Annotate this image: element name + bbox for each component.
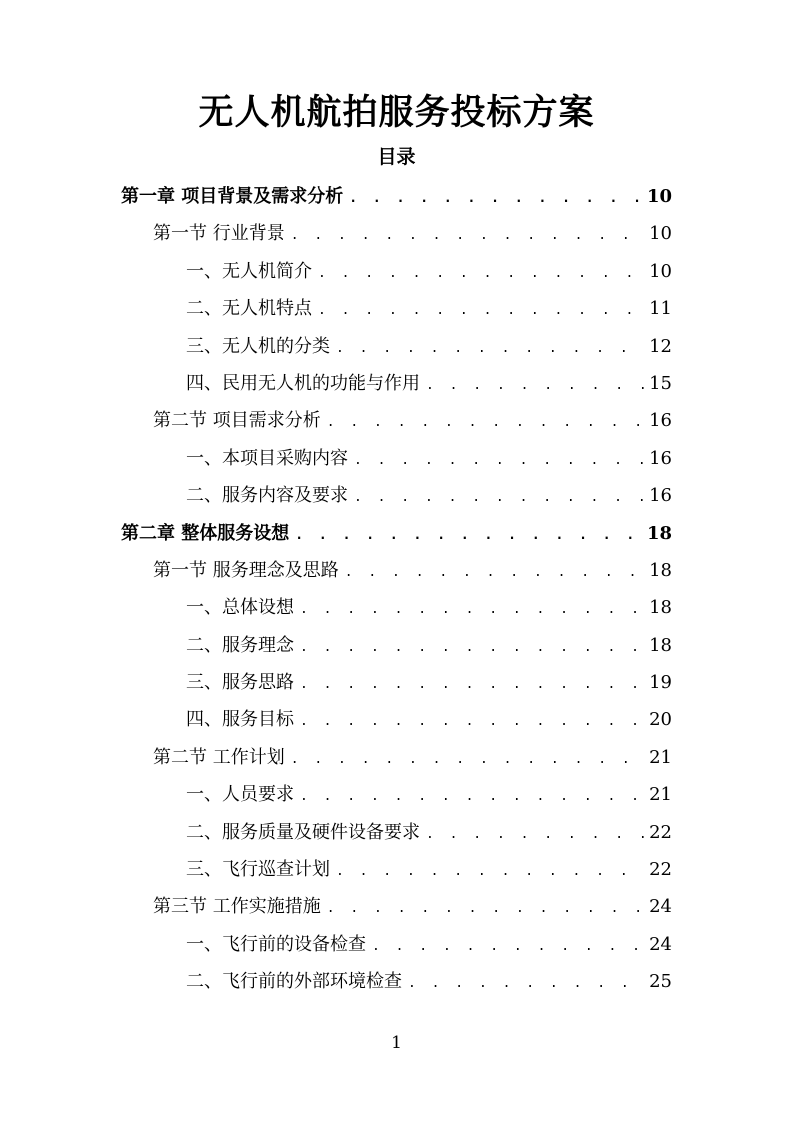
toc-entry-label: 三、无人机的分类 (186, 335, 330, 357)
toc-entry-page: 24 (649, 933, 672, 955)
toc-heading: 目录 (377, 146, 416, 168)
toc-entry-page: 10 (649, 223, 672, 245)
toc-entry-label: 二、服务内容及要求 (186, 485, 348, 507)
toc-dot-leader (408, 965, 645, 1002)
toc-entry-page: 12 (649, 335, 672, 357)
toc-entry[interactable] (0, 776, 793, 813)
toc-entry[interactable] (0, 477, 793, 514)
toc-entry[interactable] (0, 701, 793, 738)
toc-entry-label: 第一节 行业背景 (153, 223, 285, 245)
toc-entry[interactable] (0, 515, 793, 552)
toc-entry[interactable] (0, 440, 793, 477)
toc-entry[interactable] (0, 402, 793, 439)
toc-entry[interactable] (0, 888, 793, 925)
toc-entry-page: 18 (649, 559, 672, 581)
toc-entry-page: 21 (649, 746, 672, 768)
toc-entry[interactable] (0, 664, 793, 701)
toc-dot-leader (354, 479, 645, 516)
toc-entry-page: 16 (649, 410, 672, 432)
toc-entry[interactable] (0, 328, 793, 365)
toc-entry-page: 22 (649, 821, 672, 843)
toc-dot-leader (295, 517, 643, 554)
toc-entry-label: 四、服务目标 (186, 709, 294, 731)
toc-dot-leader (426, 816, 645, 853)
toc-dot-leader (345, 554, 645, 591)
toc-dot-leader (327, 890, 645, 927)
page-number: 1 (391, 1033, 402, 1053)
toc-entry-page: 15 (649, 372, 672, 394)
toc-entry[interactable] (0, 814, 793, 851)
toc-entry-page: 20 (649, 709, 672, 731)
toc-entry-label: 二、飞行前的外部环境检查 (186, 971, 402, 993)
toc-entry-label: 二、无人机特点 (186, 298, 312, 320)
toc-dot-leader (300, 703, 645, 740)
toc-dot-leader (349, 180, 643, 217)
toc-entry-label: 二、服务理念 (186, 634, 294, 656)
toc-entry[interactable] (0, 963, 793, 1000)
toc-entry[interactable] (0, 365, 793, 402)
toc-entry[interactable] (0, 739, 793, 776)
toc-entry-page: 18 (649, 597, 672, 619)
toc-dot-leader (318, 292, 645, 329)
toc-entry[interactable] (0, 290, 793, 327)
toc-entry[interactable] (0, 589, 793, 626)
toc-entry-page: 24 (649, 896, 672, 918)
toc-dot-leader (300, 666, 645, 703)
toc-entry-page: 10 (649, 260, 672, 282)
toc-dot-leader (426, 367, 645, 404)
toc-dot-leader (372, 928, 645, 965)
toc-entry-label: 一、飞行前的设备检查 (186, 933, 366, 955)
toc-entry-label: 三、飞行巡查计划 (186, 859, 330, 881)
toc-entry-page: 19 (649, 672, 672, 694)
toc-entry-page: 21 (649, 784, 672, 806)
toc-entry-page: 16 (649, 447, 672, 469)
toc-dot-leader (291, 741, 645, 778)
toc-entry-label: 一、总体设想 (186, 597, 294, 619)
toc-dot-leader (327, 404, 645, 441)
document-title: 无人机航拍服务投标方案 (198, 92, 595, 133)
table-of-contents (0, 178, 793, 1001)
toc-entry-label: 第二节 工作计划 (153, 746, 285, 768)
toc-dot-leader (354, 442, 645, 479)
toc-entry-label: 第一章 项目背景及需求分析 (121, 186, 344, 207)
toc-entry-label: 三、服务思路 (186, 672, 294, 694)
toc-entry-label: 第三节 工作实施措施 (153, 896, 321, 918)
toc-entry-page: 16 (649, 485, 672, 507)
toc-entry[interactable] (0, 552, 793, 589)
toc-entry-page: 18 (646, 522, 672, 544)
toc-dot-leader (300, 629, 645, 666)
toc-entry[interactable] (0, 851, 793, 888)
toc-dot-leader (318, 255, 645, 292)
toc-entry[interactable] (0, 926, 793, 963)
toc-entry-label: 一、本项目采购内容 (186, 447, 348, 469)
toc-entry-page: 25 (649, 971, 672, 993)
toc-dot-leader (300, 778, 645, 815)
toc-entry-label: 一、无人机简介 (186, 260, 312, 282)
toc-entry-page: 18 (649, 634, 672, 656)
toc-entry-label: 二、服务质量及硬件设备要求 (186, 821, 420, 843)
toc-dot-leader (336, 853, 645, 890)
toc-dot-leader (336, 330, 645, 367)
toc-entry-page: 22 (649, 859, 672, 881)
toc-entry[interactable] (0, 627, 793, 664)
toc-dot-leader (300, 591, 645, 628)
toc-entry[interactable] (0, 178, 793, 215)
toc-dot-leader (291, 217, 645, 254)
toc-entry[interactable] (0, 253, 793, 290)
toc-entry-label: 第二节 项目需求分析 (153, 410, 321, 432)
toc-entry-label: 四、民用无人机的功能与作用 (186, 372, 420, 394)
toc-entry[interactable] (0, 215, 793, 252)
toc-entry-label: 一、人员要求 (186, 784, 294, 806)
toc-entry-label: 第二章 整体服务设想 (121, 522, 290, 544)
toc-entry-page: 10 (646, 186, 672, 207)
toc-entry-label: 第一节 服务理念及思路 (153, 559, 339, 581)
toc-entry-page: 11 (649, 298, 672, 320)
